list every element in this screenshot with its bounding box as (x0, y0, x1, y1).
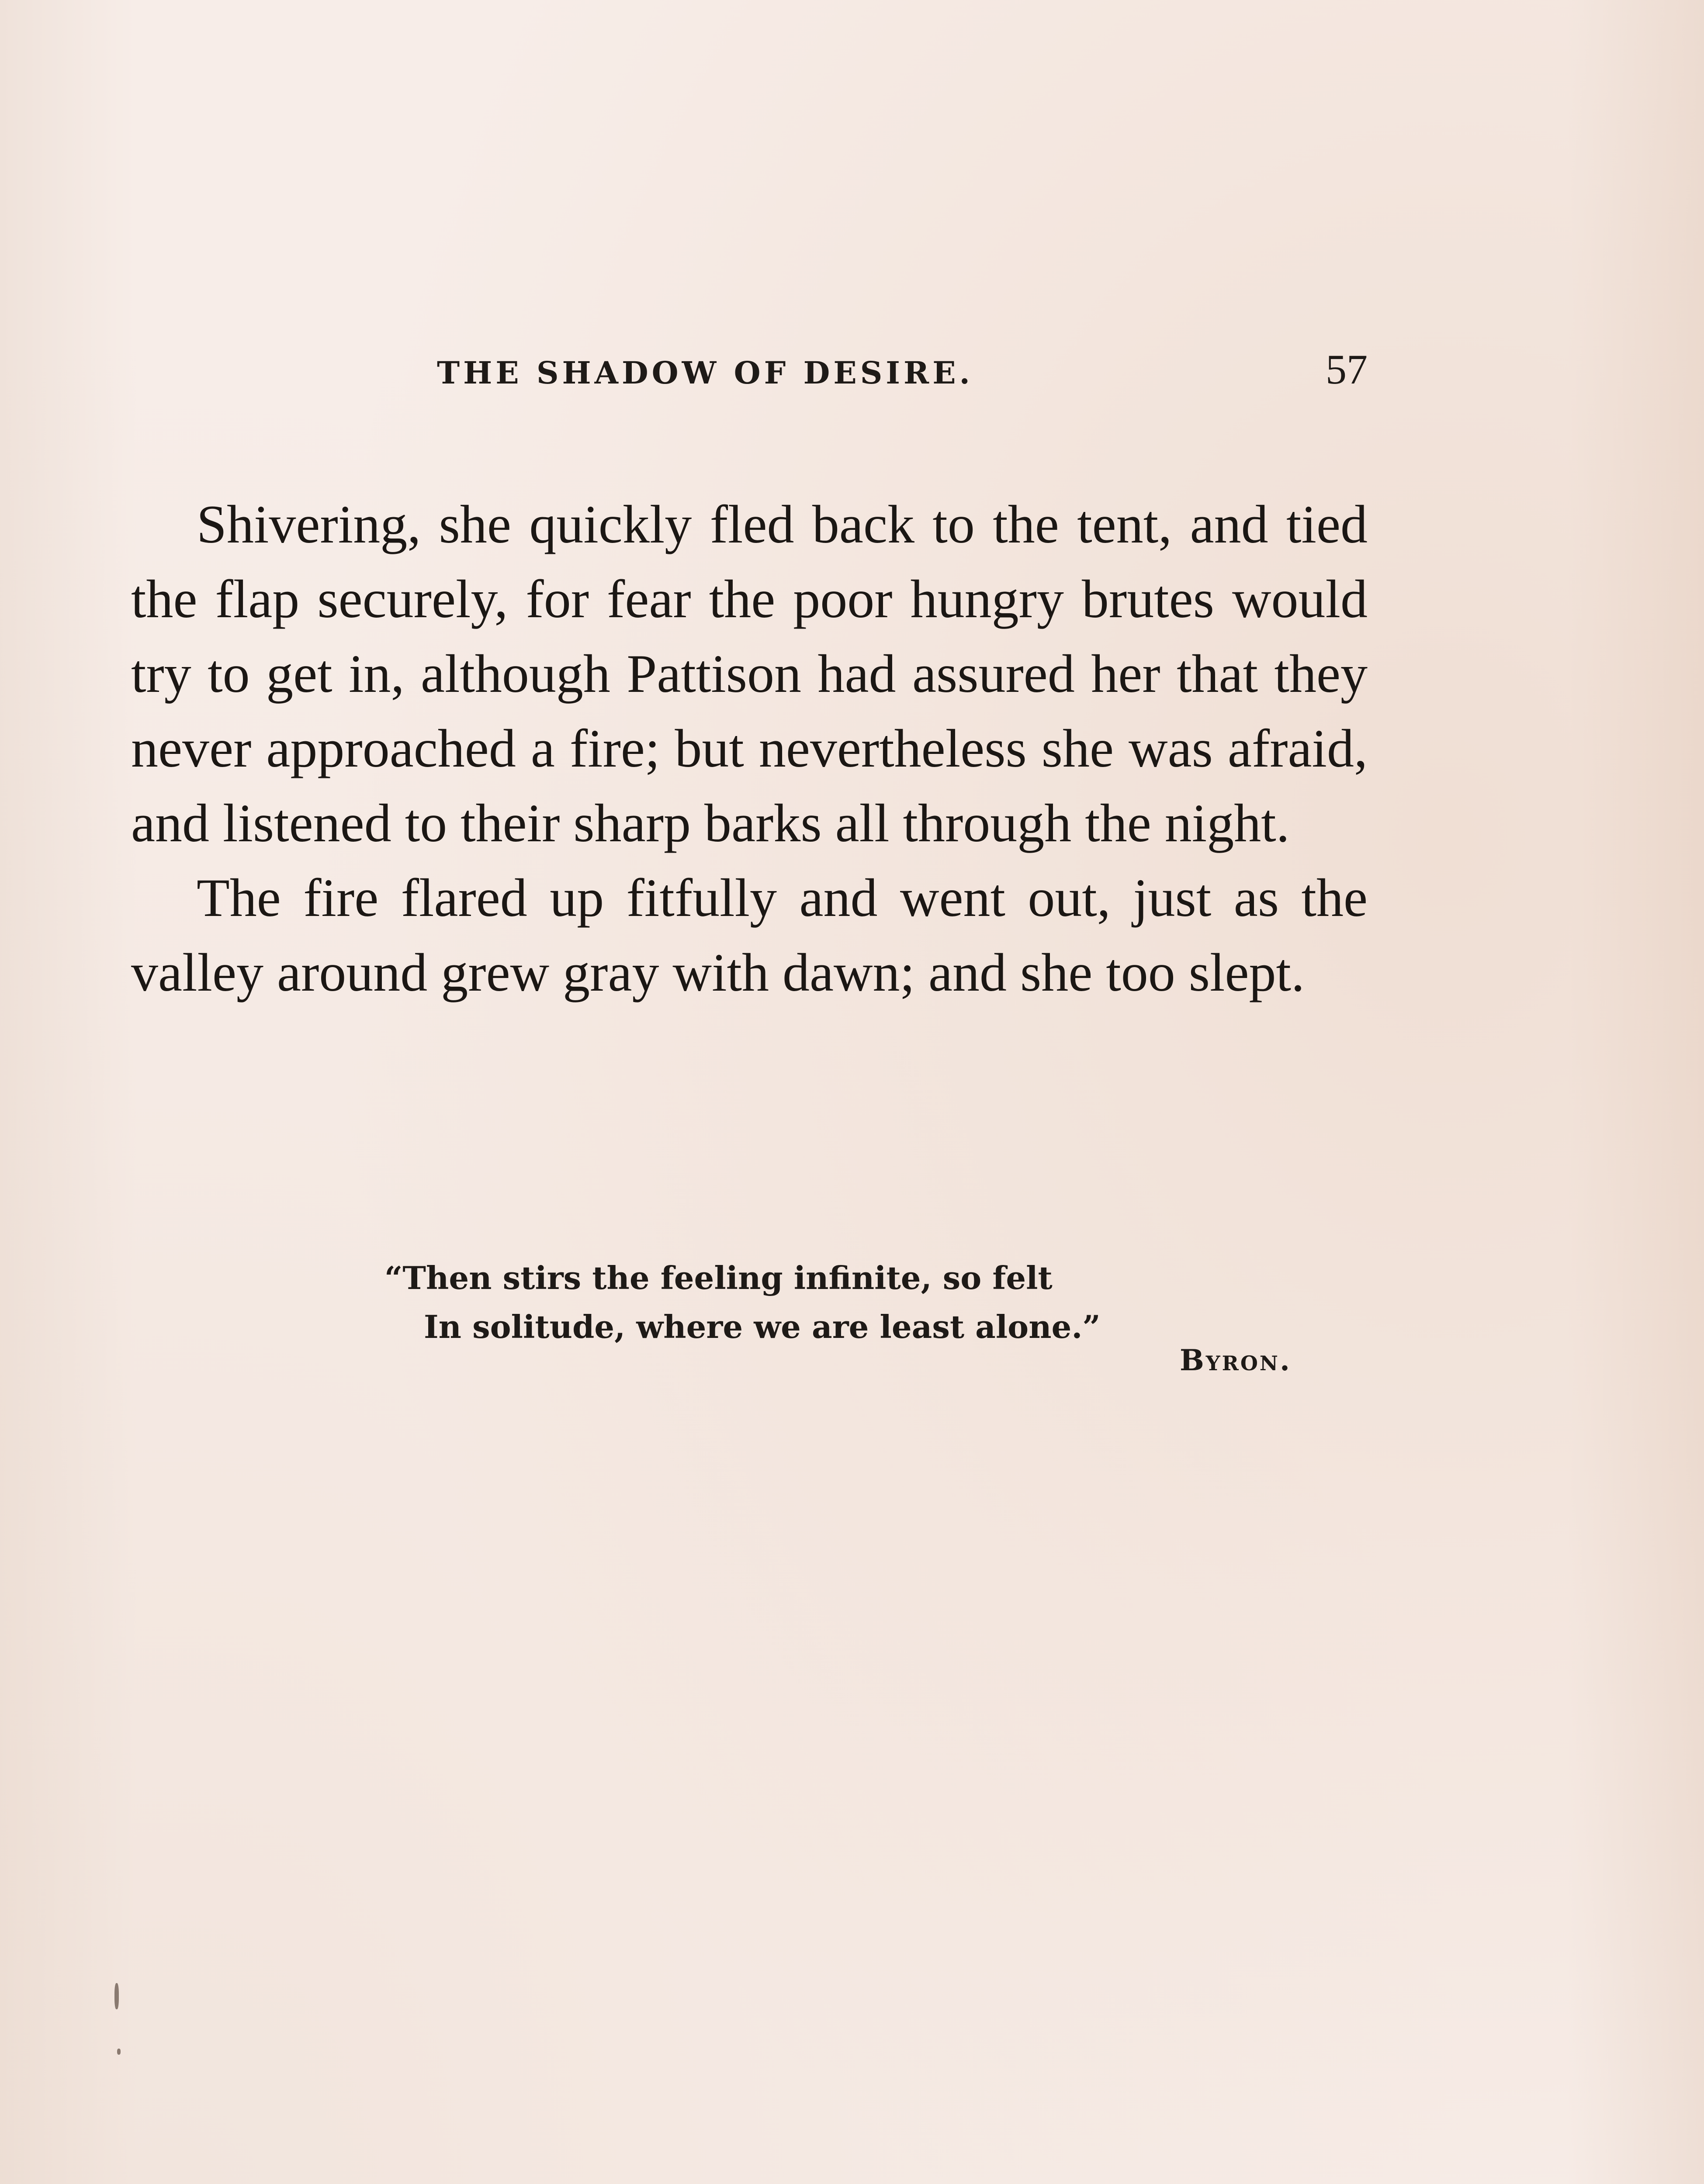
epigraph-attribution: Byron. (1180, 1343, 1292, 1377)
epigraph-quote (384, 1254, 1337, 1351)
running-title: THE SHADOW OF DESIRE. (437, 355, 973, 391)
page-number: 57 (1326, 346, 1368, 393)
paragraph-1: Shivering, she quickly fled back to the tent, and tied the flap securely, for fear the poor hungry brutes would try to get in, although Pattison had assured her that they never approached a fire; but nevertheless she was afraid, and listened to their sharp barks all through the night. (131, 494, 1368, 853)
paragraph-2: The fire flared up fitfully and went out, just as the valley around grew gray with dawn; and she too slept. (131, 868, 1368, 1002)
page-header (131, 345, 1368, 397)
epigraph-line-1: “Then stirs the feeling infinite, so felt (384, 1259, 1053, 1296)
epigraph-line-2: In solitude, where we are least alone.” (424, 1308, 1101, 1345)
paper-speck (117, 2049, 121, 2055)
body-text (131, 487, 1368, 1010)
paper-speck (114, 1983, 119, 2009)
